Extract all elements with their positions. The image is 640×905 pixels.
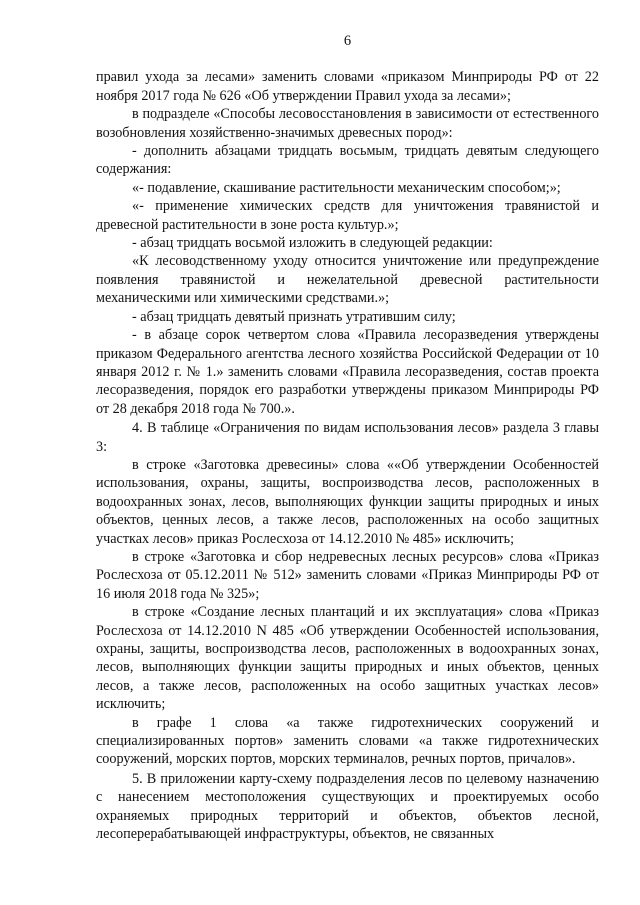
paragraph-4: «- подавление, скашивание растительности механическим способом;»; bbox=[132, 179, 561, 196]
paragraph-13: в строке «Создание лесных плантаций и их эксплуатация» слова «Приказ Рослесхоза от 14.12.2010 N 485 «Об утверждении Особенностей использования, охраны, защиты, воспроизводства лесов, расположенных в водоохранных зонах, лесов, выполняющих функции защиты природных и иных объектов, ценных лесов, а также лесов, расположенных на особо защитных участках лесов» исключить; bbox=[96, 604, 599, 713]
paragraph-8: - абзац тридцать девятый признать утратившим силу; bbox=[132, 308, 456, 325]
page-number: 6 bbox=[343, 33, 352, 49]
paragraph-6: - абзац тридцать восьмой изложить в следующей редакции: bbox=[132, 235, 493, 252]
document-page bbox=[96, 32, 599, 843]
paragraph-5: «- применение химических средств для уничтожения травянистой и древесной растительности в зоне роста культур.»; bbox=[96, 198, 599, 233]
paragraph-14: в графе 1 слова «а также гидротехнических сооружений и специализированных портов» заменить словами «а также гидротехнических сооружений, морских портов, морских терминалов, речных портов, причалов». bbox=[96, 714, 599, 768]
paragraph-3: - дополнить абзацами тридцать восьмым, тридцать девятым следующего содержания: bbox=[96, 143, 599, 178]
paragraph-12: в строке «Заготовка и сбор недревесных лесных ресурсов» слова «Приказ Рослесхоза от 05.12.2011 № 512» заменить словами «Приказ Минприроды РФ от 16 июля 2018 года № 325»; bbox=[96, 548, 599, 602]
paragraph-11: в строке «Заготовка древесины» слова ««Об утверждении Особенностей использования, охраны, защиты, воспроизводства лесов, расположенных в водоохранных зонах, лесов, выполняющих функции защиты природных и иных объектов, ценных лесов, а также лесов, расположенных на особо защитных участках лесов» приказ Рослесхоза от 14.12.2010 № 485» исключить; bbox=[96, 456, 599, 547]
paragraph-1: правил ухода за лесами» заменить словами «приказом Минприроды РФ от 22 ноября 2017 года № 626 «Об утверждении Правил ухода за лесами»; bbox=[96, 69, 599, 104]
paragraph-7: «К лесоводственному уходу относится уничтожение или предупреждение появления травянистой и нежелательной древесной растительности механическими или химическими средствами.»; bbox=[96, 253, 599, 307]
paragraph-9: - в абзаце сорок четвертом слова «Правила лесоразведения утверждены приказом Федерального агентства лесного хозяйства Российской Федерации от 10 января 2012 г. № 1.» заменить словами «Правила лесоразведения, состав проекта лесоразведения, порядок его разработки утверждены приказом Минприроды РФ от 28 декабря 2018 года № 700.». bbox=[96, 327, 599, 417]
paragraph-2: в подразделе «Способы лесовосстановления в зависимости от естественного возобновления хозяйственно-значимых древесных пород»: bbox=[96, 106, 599, 141]
paragraph-10: 4. В таблице «Ограничения по видам использования лесов» раздела 3 главы 3: bbox=[96, 420, 599, 455]
paragraph-15: 5. В приложении карту-схему подразделения лесов по целевому назначению с нанесением местоположения существующих и проектируемых особо охраняемых природных территорий и объектов, объектов лесной, лесоперерабатывающей инфраструктуры, объектов, не связанных bbox=[96, 770, 599, 843]
